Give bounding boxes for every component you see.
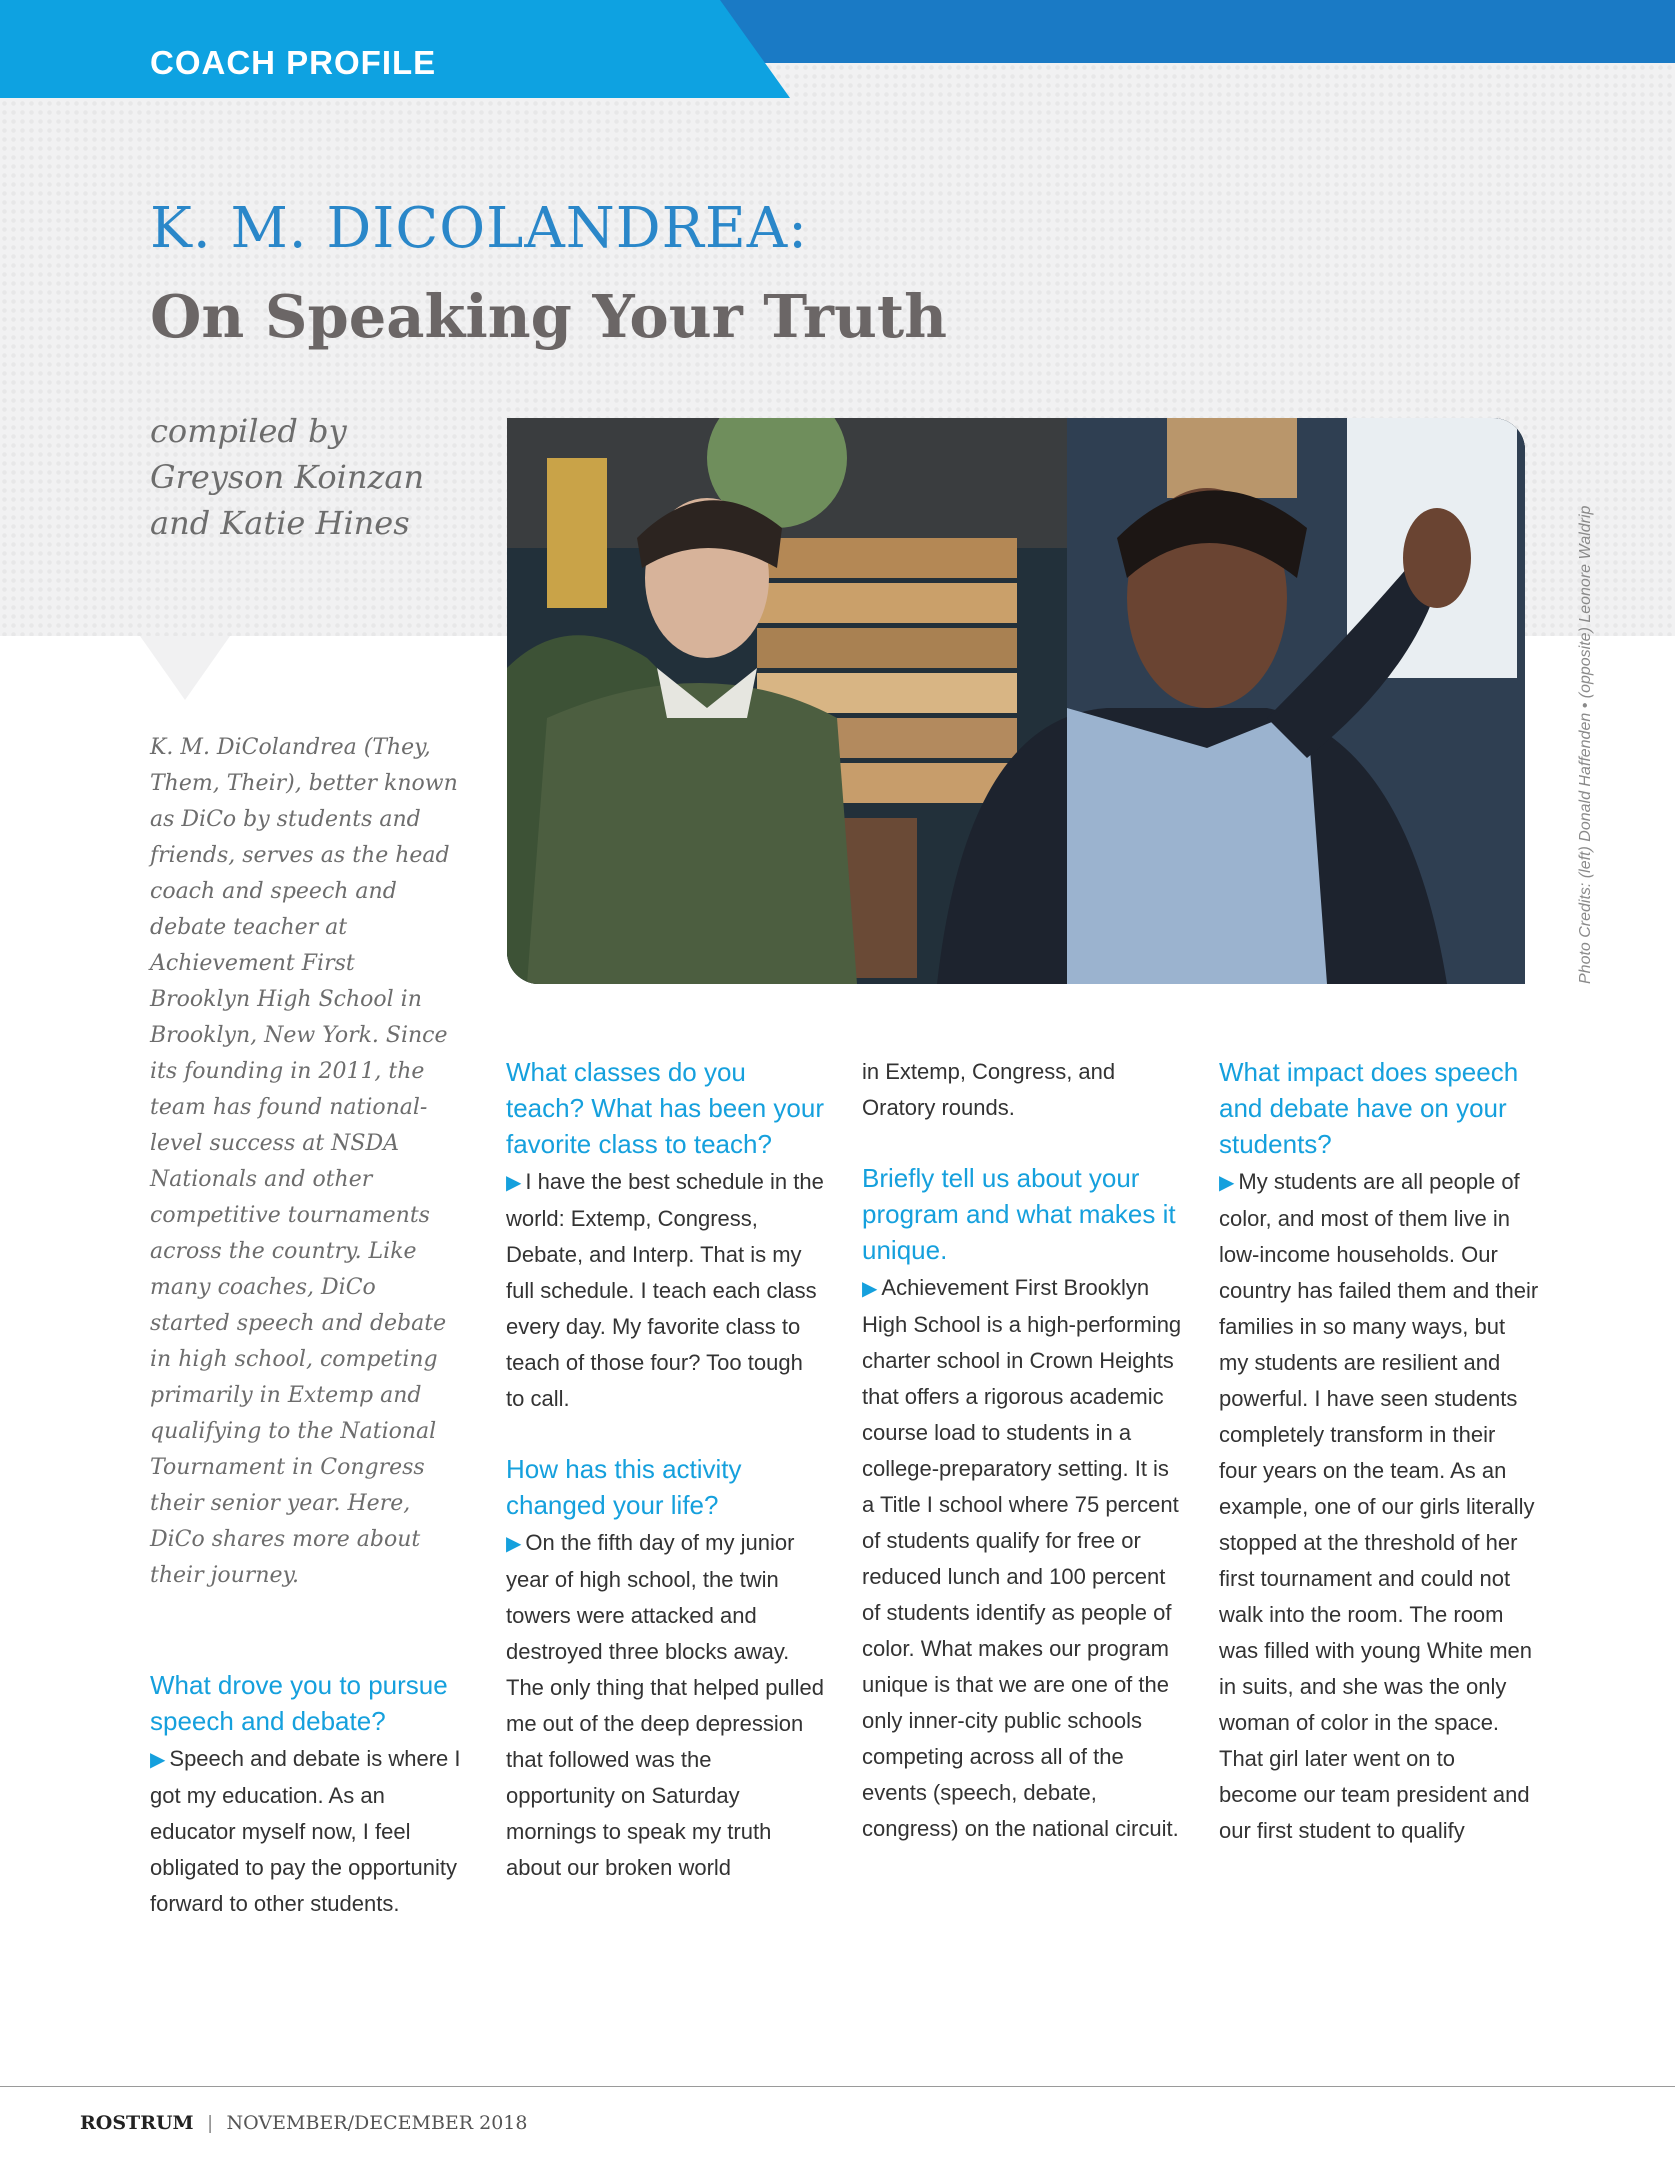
- magazine-name: ROSTRUM: [80, 2112, 194, 2134]
- answer-body: I have the best schedule in the world: Extemp, Congress, Debate, and Interp. That is my full schedule. I teach each class every day. My favorite class to teach of those four? Too tough to call.: [506, 1169, 824, 1411]
- answer-body: Achievement First Brooklyn High School is a high-performing charter school in Crown Heights that offers a rigorous academic course load to students in a college-preparatory setting. It is a Title I school where 75 percent of students qualify for free or reduced lunch and 100 percent of students identify as people of color. What makes our program unique is that we are one of the only inner-city public schools competing across all of the events (speech, debate, congress) on the national circuit.: [862, 1275, 1182, 1841]
- intro-paragraph: K. M. DiColandrea (They, Them, Their), better known as DiCo by students and friends, serves as the head coach and speech and debate teacher at Achievement First Brooklyn High School in Brooklyn, New York. Since its founding in 2011, the team has found national-level success at NSDA Nationals and other competitive tournaments across the country. Like many coaches, DiCo started speech and debate in high school, competing primarily in Extemp and qualifying to the National Tournament in Congress their senior year. Here, DiCo shares more about their journey.: [150, 735, 458, 1588]
- column-1: [150, 1667, 470, 1956]
- byline: [150, 408, 424, 546]
- footer-separator: |: [207, 2113, 213, 2134]
- question-heading: How has this activity changed your life?: [506, 1454, 742, 1520]
- question-heading: What drove you to pursue speech and debate?: [150, 1670, 448, 1736]
- answer-marker-icon: ▶: [1219, 1172, 1235, 1194]
- page-footer: [80, 2112, 527, 2135]
- answer-marker-icon: ▶: [862, 1278, 878, 1300]
- question-heading: What classes do you teach? What has been your favorite class to teach?: [506, 1057, 824, 1159]
- answer-continuation: in Extemp, Congress, and Oratory rounds.: [862, 1059, 1116, 1120]
- column-2: [506, 1054, 826, 1920]
- article-subtitle: On Speaking Your Truth: [150, 282, 948, 351]
- column-4: [1219, 1054, 1539, 1883]
- byline-line: and Katie Hines: [150, 504, 410, 542]
- answer-body: Speech and debate is where I got my education. As an educator myself now, I feel obligated to pay the opportunity forward to other students.: [150, 1746, 461, 1916]
- column-3: [862, 1054, 1182, 1881]
- photo-credit-text: Photo Credits: (left) Donald Haffenden • (opposite) Leonore Waldrip: [1577, 505, 1594, 984]
- answer-marker-icon: ▶: [506, 1533, 522, 1555]
- answer-body: My students are all people of color, and most of them live in low-income households. Our country has failed them and their families in so many ways, but my students are resilient and powerful. I have seen students completely transform in their four years on the team. As an example, one of our girls literally stopped at the threshold of her first tournament and could not walk into the room. The room was filled with young White men in suits, and she was the only woman of color in the space. That girl later went on to become our team president and our first student to qualify: [1219, 1169, 1539, 1843]
- article-title: K. M. DICOLANDREA:: [150, 196, 809, 261]
- header-band: [720, 0, 1675, 63]
- issue-date: NOVEMBER/DECEMBER 2018: [226, 2112, 528, 2134]
- photo-credit: [1555, 418, 1594, 984]
- section-kicker: COACH PROFILE: [150, 44, 437, 81]
- answer-text: [150, 1741, 470, 1922]
- byline-line: Greyson Koinzan: [150, 458, 425, 496]
- answer-body: On the fifth day of my junior year of high school, the twin towers were attacked and destroyed three blocks away. The only thing that helped pulled me out of the deep depression that followed was the opportunity on Saturday mornings to speak my truth about our broken world: [506, 1530, 825, 1880]
- answer-text: [506, 1525, 826, 1886]
- answer-marker-icon: ▶: [150, 1749, 166, 1771]
- question-heading: What impact does speech and debate have on your students?: [1219, 1057, 1519, 1159]
- header-notch: [140, 636, 230, 700]
- byline-line: compiled by: [150, 412, 347, 450]
- answer-marker-icon: ▶: [506, 1172, 522, 1194]
- answer-text: [506, 1164, 826, 1417]
- footer-divider: [0, 2086, 1675, 2087]
- question-heading: Briefly tell us about your program and what makes it unique.: [862, 1163, 1176, 1265]
- answer-text: [862, 1270, 1182, 1847]
- photo-image: [507, 418, 1525, 984]
- answer-text: [1219, 1164, 1539, 1849]
- profile-photo: [507, 418, 1525, 984]
